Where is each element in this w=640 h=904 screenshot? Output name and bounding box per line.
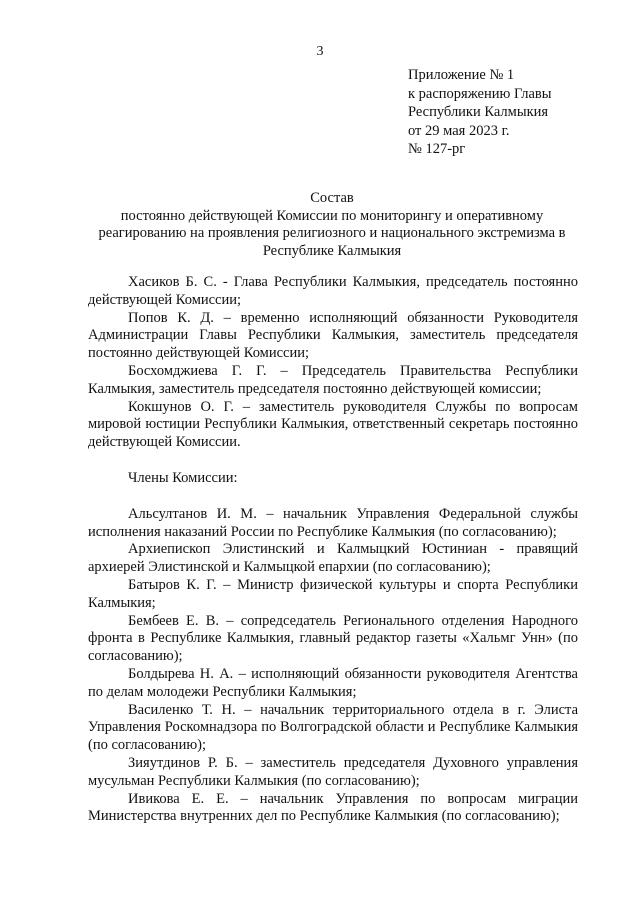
member-entry: Василенко Т. Н. – начальник территориального отдела в г. Элиста Управления Роскомнадзора по Волгоградской области и Республике Калмыкия (по согласованию);	[88, 701, 578, 754]
member-entry: Архиепископ Элистинский и Калмыцкий Юстиниан - правящий архиерей Элистинской и Калмыцкой епархии (по согласованию);	[88, 541, 578, 576]
leadership-entry: Босхомджиева Г. Г. – Председатель Правительства Республики Калмыкия, заместитель председателя постоянно действующей комиссии;	[88, 362, 578, 397]
spacer	[88, 452, 578, 470]
appendix-line: Республики Калмыкия	[408, 104, 549, 121]
member-entry: Альсултанов И. М. – начальник Управления Федеральной службы исполнения наказаний России по Республике Калмыкия (по согласованию);	[88, 505, 578, 540]
appendix-line: от 29 мая 2023 г.	[408, 122, 510, 139]
leadership-entry: Кокшунов О. Г. – заместитель руководителя Службы по вопросам мировой юстиции Республики Калмыкия, ответственный секретарь постоянно действующей Комиссии.	[88, 398, 578, 451]
member-entry: Бембеев Е. В. – сопредседатель Регионального отделения Народного фронта в Республике Калмыкия, главный редактор газеты «Хальмг Унн» (по согласованию);	[88, 612, 578, 665]
member-entry: Болдырева Н. А. – исполняющий обязанности руководителя Агентства по делам молодежи Республики Калмыкия;	[88, 665, 578, 700]
leadership-entry: Хасиков Б. С. - Глава Республики Калмыкия, председатель постоянно действующей Комиссии;	[88, 274, 578, 308]
members-heading: Члены Комиссии:	[128, 469, 238, 486]
page-number: 3	[316, 44, 324, 59]
member-entry: Зияутдинов Р. Б. – заместитель председателя Духовного управления мусульман Республики Калмыкия (по согласованию);	[88, 754, 578, 789]
leadership-entry: Попов К. Д. – временно исполняющий обязанности Руководителя Администрации Главы Республики Калмыкия, заместитель председателя постоянно действующей Комиссии;	[88, 309, 578, 362]
title-heading: Состав	[310, 190, 354, 206]
appendix-line: к распоряжению Главы	[408, 85, 552, 102]
document-body	[88, 274, 578, 826]
spacer	[88, 488, 578, 506]
appendix-block	[408, 66, 552, 159]
appendix-line: Приложение № 1	[408, 67, 515, 83]
appendix-line: № 127-рг	[408, 141, 466, 158]
member-entry: Ивикова Е. Е. – начальник Управления по вопросам миграции Министерства внутренних дел по Республике Калмыкия (по согласованию);	[88, 790, 578, 825]
title-subheading: постоянно действующей Комиссии по мониторингу и оперативному реагированию на проявления религиозного и национального экстремизма в Республике Калмыкия	[98, 207, 566, 259]
document-title	[88, 190, 576, 260]
member-entry: Батыров К. Г. – Министр физической культуры и спорта Республики Калмыкия;	[88, 576, 578, 611]
